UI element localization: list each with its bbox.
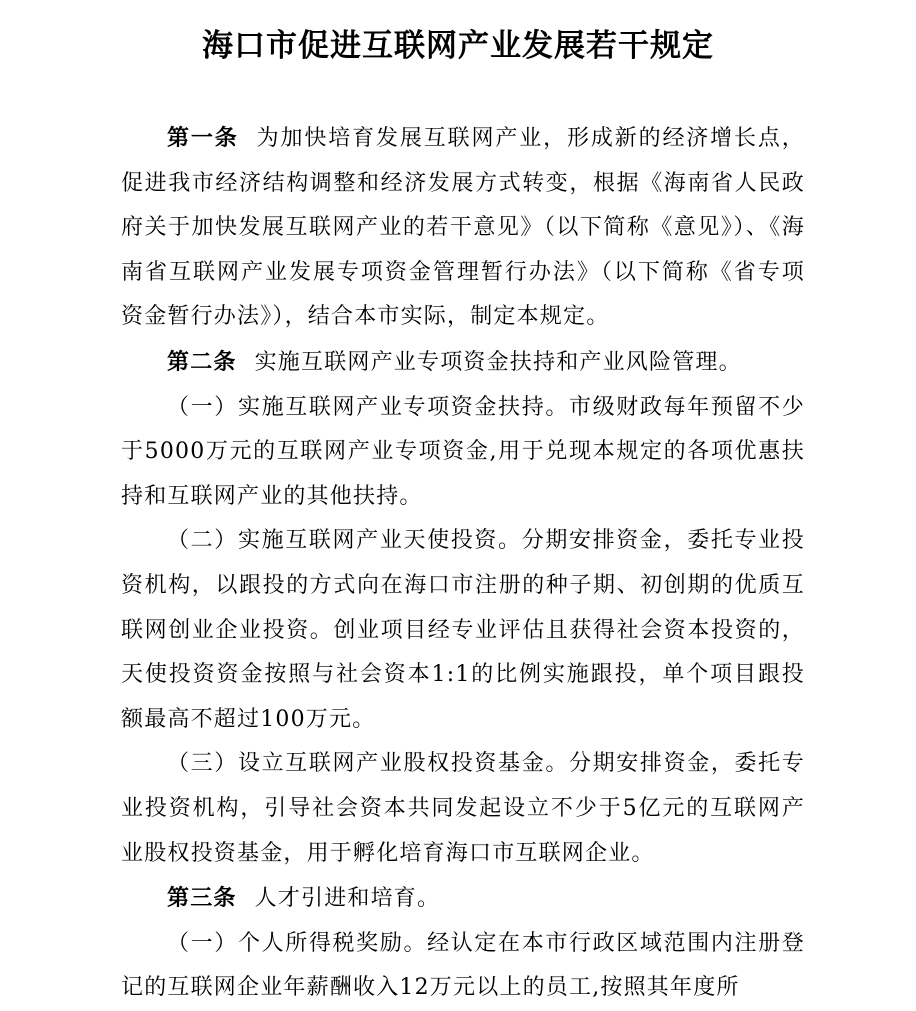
article-label: 第二条 — [167, 348, 237, 375]
clause-paragraph — [121, 519, 805, 742]
paragraph-text: （三）设立互联网产业股权投资基金。分期安排资金，委托专业投资机构，引导社会资本共同发起设立不少于5亿元的互联网产业股权投资基金，用于孵化培育海口市互联网企业。 — [121, 751, 805, 866]
clause-paragraph — [121, 742, 805, 876]
article-2-paragraph — [121, 340, 805, 386]
paragraph-text: 为加快培育发展互联网产业，形成新的经济增长点，促进我市经济结构调整和经济发展方式转变，根据《海南省人民政府关于加快发展互联网产业的若干意见》（以下简称《意见》）、《海南省互联网产业发展专项资金管理暂行办法》（以下简称《省专项资金暂行办法》），结合本市实际，制定本规定。 — [121, 126, 805, 330]
article-1-paragraph — [121, 116, 805, 340]
paragraph-text: （二）实施互联网产业天使投资。分期安排资金，委托专业投资机构，以跟投的方式向在海口市注册的种子期、初创期的优质互联网创业企业投资。创业项目经专业评估且获得社会资本投资的，天使投资资金按照与社会资本1:1的比例实施跟投，单个项目跟投额最高不超过100万元。 — [121, 528, 805, 732]
article-label: 第三条 — [167, 885, 237, 912]
document-title: 海口市促进互联网产业发展若干规定 — [202, 28, 714, 64]
paragraph-text: 实施互联网产业专项资金扶持和产业风险管理。 — [254, 349, 742, 375]
paragraph-text: （一）个人所得税奖励。经认定在本市行政区域范围内注册登记的互联网企业年薪酬收入12万元以上的员工,按照其年度所 — [121, 930, 805, 1001]
clause-paragraph — [121, 922, 805, 1011]
article-label: 第一条 — [167, 125, 239, 151]
clause-paragraph — [121, 386, 805, 520]
article-3-paragraph — [121, 876, 805, 922]
document-body — [121, 116, 805, 1011]
paragraph-text: 人才引进和培育。 — [254, 886, 441, 912]
paragraph-text: （一）实施互联网产业专项资金扶持。市级财政每年预留不少于5000万元的互联网产业专项资金,用于兑现本规定的各项优惠扶持和互联网产业的其他扶持。 — [121, 394, 805, 509]
